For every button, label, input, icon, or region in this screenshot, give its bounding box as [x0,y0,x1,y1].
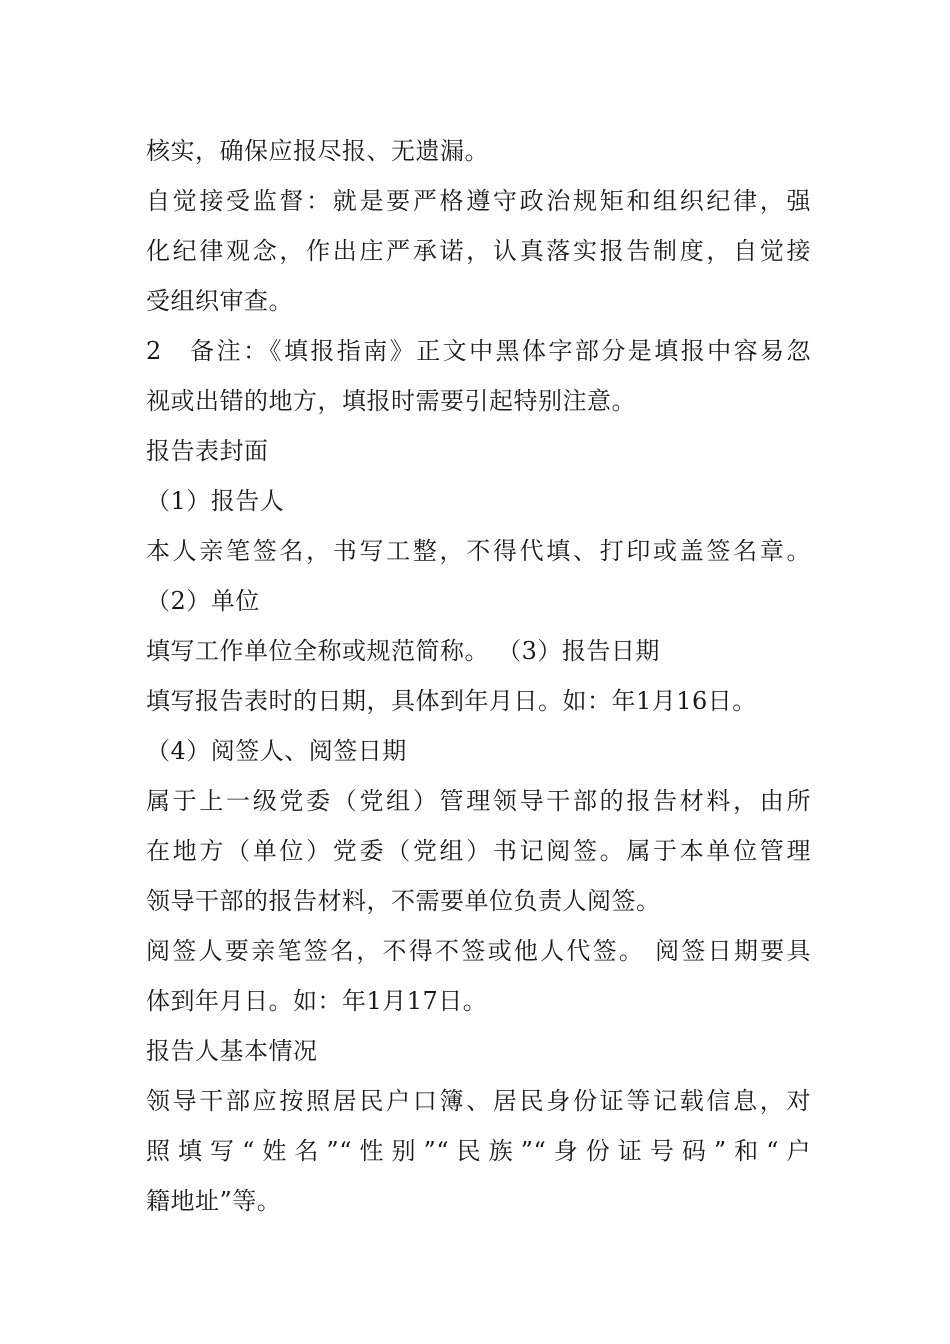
text-line: 自觉接受监督：就是要严格遵守政治规矩和组织纪律，强 [146,187,811,215]
text-line: 视或出错的地方，填报时需要引起特别注意。 [146,387,636,415]
text-line: 在地方（单位）党委（党组）书记阅签。属于本单位管理 [146,837,811,865]
text-line: 领导干部的报告材料，不需要单位负责人阅签。 [146,887,661,915]
text-line: 领导干部应按照居民户口簿、居民身份证等记载信息，对 [146,1087,811,1115]
text-line: 填写报告表时的日期，具体到年月日。如：年1月16日。 [146,687,757,715]
text-line: 受组织审查。 [146,287,293,315]
text-line: 照填写“姓名”“性别”“民族”“身份证号码”和“户 [146,1137,811,1165]
section-heading: 报告表封面 [146,437,269,465]
text-line: 阅签人要亲笔签名，不得不签或他人代签。 阅签日期要具 [146,937,811,965]
document-body [146,126,811,1226]
text-line: 化纪律观念，作出庄严承诺，认真落实报告制度，自觉接 [146,237,811,265]
subsection-heading: （4）阅签人、阅签日期 [146,737,407,765]
text-line: 核实，确保应报尽报、无遗漏。 [146,137,489,165]
text-line: 本人亲笔签名，书写工整，不得代填、打印或盖签名章。 [146,537,811,565]
text-line: 2 备注：《填报指南》正文中黑体字部分是填报中容易忽 [146,337,811,365]
text-line: 属于上一级党委（党组）管理领导干部的报告材料，由所 [146,787,811,815]
section-heading: 报告人基本情况 [146,1037,318,1065]
text-line: 填写工作单位全称或规范简称。 （3）报告日期 [146,637,660,665]
subsection-heading: （2）单位 [146,587,260,615]
text-line: 籍地址”等。 [146,1187,282,1215]
subsection-heading: （1）报告人 [146,487,285,515]
text-line: 体到年月日。如：年1月17日。 [146,987,488,1015]
